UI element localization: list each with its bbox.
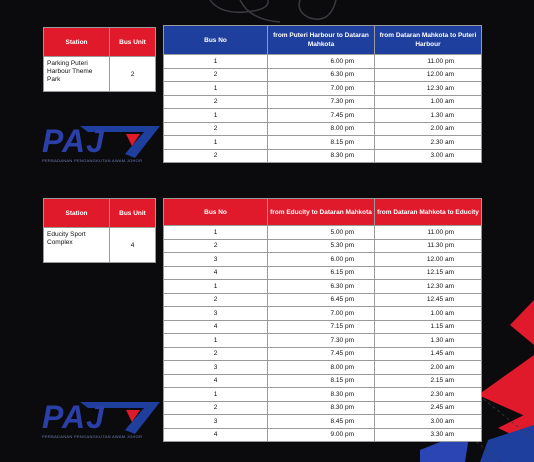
bus-number-cell: 2 (164, 95, 268, 109)
return-time-cell: 1.30 am (375, 109, 482, 123)
bus-number-cell: 4 (164, 374, 268, 388)
station-table-2 (43, 198, 156, 263)
departure-time-cell: 6.00 pm (268, 253, 375, 267)
station-name: Parking Puteri Harbour Theme Park (44, 57, 110, 92)
return-time-cell: 12.15 am (375, 266, 482, 280)
departure-time-cell: 8.15 pm (268, 374, 375, 388)
return-time-cell: 3.30 am (375, 428, 482, 442)
departure-time-cell: 8.30 pm (268, 401, 375, 415)
bus-no-header: Bus No (164, 26, 268, 55)
table-row (164, 361, 482, 375)
return-time-cell: 1.15 am (375, 320, 482, 334)
departure-time-cell: 6.00 pm (268, 55, 375, 69)
bus-number-cell: 3 (164, 361, 268, 375)
departure-time-cell: 8.15 pm (268, 136, 375, 150)
departure-time-cell: 5.30 pm (268, 239, 375, 253)
departure-time-cell: 7.30 pm (268, 95, 375, 109)
table-row (164, 401, 482, 415)
departure-header: from Puteri Harbour to Dataran Mahkota (268, 26, 375, 55)
departure-time-cell: 7.45 pm (268, 347, 375, 361)
bus-number-cell: 3 (164, 253, 268, 267)
table-row (164, 136, 482, 150)
paj-logo-1 (40, 118, 160, 166)
return-time-cell: 2.15 am (375, 374, 482, 388)
table-row (164, 266, 482, 280)
table-row (164, 415, 482, 429)
table-row (164, 320, 482, 334)
station-header: Station (44, 28, 110, 57)
station-name: Educity Sport Complex (44, 228, 110, 263)
return-header: from Dataran Mahkota to Educity (375, 199, 482, 226)
return-time-cell: 11.00 pm (375, 226, 482, 240)
logo-mark: PAJ (42, 123, 105, 159)
bus-number-cell: 1 (164, 280, 268, 294)
bus-number-cell: 1 (164, 55, 268, 69)
departure-time-cell: 8.00 pm (268, 361, 375, 375)
table-row (164, 239, 482, 253)
logo-mark: PAJ (42, 399, 105, 435)
station-table-1 (43, 27, 156, 92)
return-time-cell: 2.30 am (375, 136, 482, 150)
return-time-cell: 1.30 am (375, 334, 482, 348)
departure-time-cell: 5.00 pm (268, 226, 375, 240)
bus-unit-count: 4 (110, 228, 156, 263)
return-time-cell: 12.00 am (375, 253, 482, 267)
bus-number-cell: 1 (164, 388, 268, 402)
return-time-cell: 12.30 am (375, 280, 482, 294)
bus-number-cell: 2 (164, 401, 268, 415)
bus-number-cell: 4 (164, 266, 268, 280)
return-header: from Dataran Mahkota to Puteri Harbour (375, 26, 482, 55)
paj-logo-2 (40, 394, 160, 442)
table-row (164, 149, 482, 163)
table-row (164, 82, 482, 96)
bus-unit-count: 2 (110, 57, 156, 92)
return-time-cell: 11.00 pm (375, 55, 482, 69)
bus-number-cell: 3 (164, 307, 268, 321)
bus-number-cell: 2 (164, 293, 268, 307)
table-row (164, 109, 482, 123)
return-time-cell: 12.45 am (375, 293, 482, 307)
logo-tagline: PERBADANAN PENGANGKUTAN AWAM JOHOR (42, 158, 143, 163)
departure-time-cell: 6.30 pm (268, 68, 375, 82)
departure-time-cell: 6.45 pm (268, 293, 375, 307)
table-row (164, 347, 482, 361)
departure-time-cell: 8.30 pm (268, 388, 375, 402)
bus-no-header: Bus No (164, 199, 268, 226)
schedule-table-1 (163, 25, 482, 163)
table-row (164, 122, 482, 136)
bus-number-cell: 1 (164, 109, 268, 123)
return-time-cell: 1.45 am (375, 347, 482, 361)
bus-number-cell: 1 (164, 226, 268, 240)
return-time-cell: 1.00 am (375, 307, 482, 321)
bus-number-cell: 2 (164, 68, 268, 82)
table-row (164, 307, 482, 321)
table-row (164, 55, 482, 69)
departure-time-cell: 8.45 pm (268, 415, 375, 429)
table-row (164, 280, 482, 294)
departure-time-cell: 8.30 pm (268, 149, 375, 163)
departure-time-cell: 7.00 pm (268, 307, 375, 321)
bus-number-cell: 2 (164, 122, 268, 136)
bus-number-cell: 4 (164, 320, 268, 334)
station-header: Station (44, 199, 110, 228)
bus-number-cell: 2 (164, 239, 268, 253)
table-row (164, 428, 482, 442)
return-time-cell: 1.00 am (375, 95, 482, 109)
schedule-table-2 (163, 198, 482, 442)
departure-time-cell: 8.00 pm (268, 122, 375, 136)
table-row (164, 68, 482, 82)
departure-time-cell: 9.00 pm (268, 428, 375, 442)
departure-time-cell: 6.15 pm (268, 266, 375, 280)
return-time-cell: 11.30 pm (375, 239, 482, 253)
return-time-cell: 3.00 am (375, 149, 482, 163)
departure-time-cell: 6.30 pm (268, 280, 375, 294)
departure-time-cell: 7.15 pm (268, 320, 375, 334)
table-row (164, 374, 482, 388)
bus-unit-header: Bus Unit (110, 28, 156, 57)
table-row (164, 95, 482, 109)
logo-tagline: PERBADANAN PENGANGKUTAN AWAM JOHOR (42, 434, 143, 439)
table-row (164, 334, 482, 348)
return-time-cell: 12.30 am (375, 82, 482, 96)
bus-number-cell: 2 (164, 149, 268, 163)
bus-unit-header: Bus Unit (110, 199, 156, 228)
bus-number-cell: 1 (164, 136, 268, 150)
top-line-art (210, 0, 336, 22)
return-time-cell: 2.30 am (375, 388, 482, 402)
departure-time-cell: 7.45 pm (268, 109, 375, 123)
table-row (164, 253, 482, 267)
departure-time-cell: 7.30 pm (268, 334, 375, 348)
bus-number-cell: 2 (164, 347, 268, 361)
table-row (164, 388, 482, 402)
departure-header: from Educity to Dataran Mahkota (268, 199, 375, 226)
departure-time-cell: 7.00 pm (268, 82, 375, 96)
table-row (164, 293, 482, 307)
return-time-cell: 2.45 am (375, 401, 482, 415)
bus-number-cell: 1 (164, 334, 268, 348)
table-row (164, 226, 482, 240)
return-time-cell: 12.00 am (375, 68, 482, 82)
bus-number-cell: 4 (164, 428, 268, 442)
return-time-cell: 3.00 am (375, 415, 482, 429)
return-time-cell: 2.00 am (375, 361, 482, 375)
bus-number-cell: 3 (164, 415, 268, 429)
return-time-cell: 2.00 am (375, 122, 482, 136)
bus-number-cell: 1 (164, 82, 268, 96)
